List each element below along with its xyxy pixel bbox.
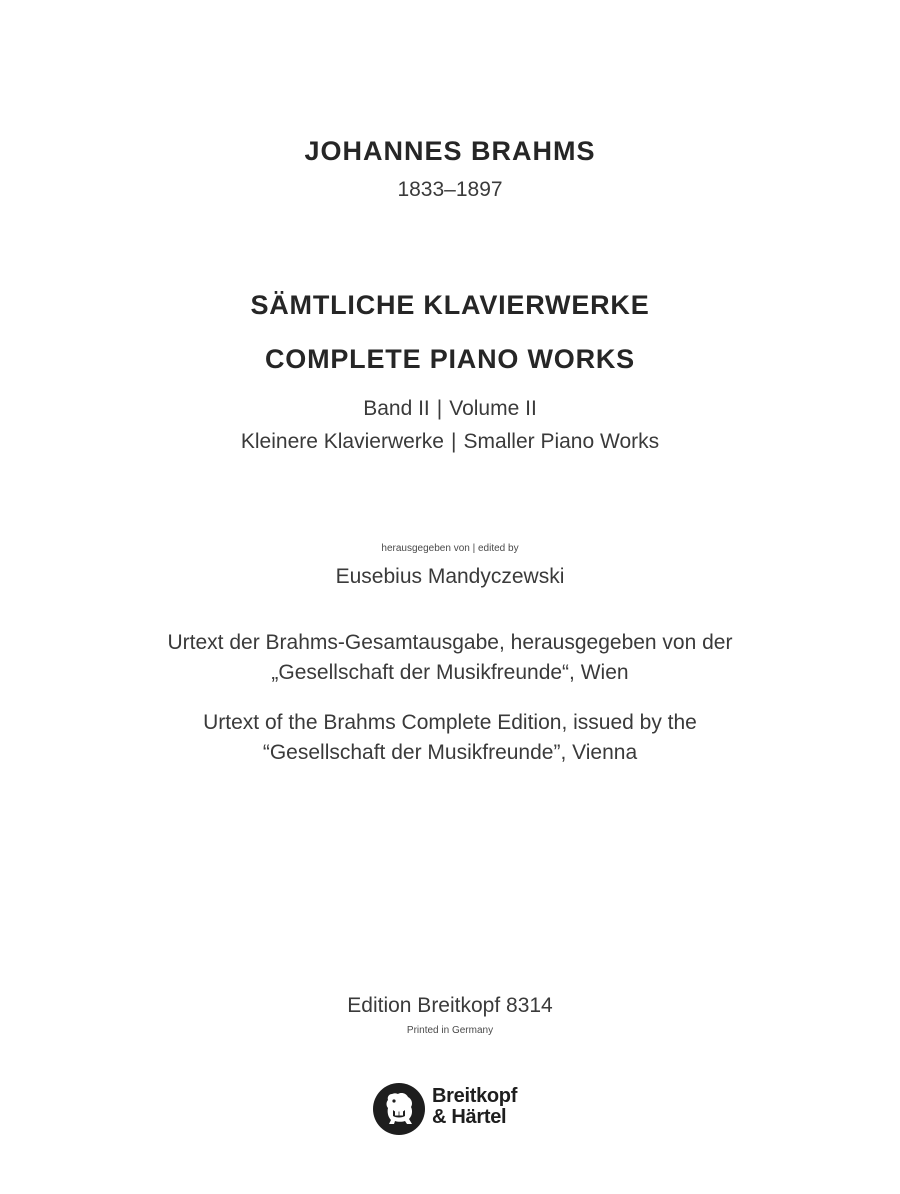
subtitle-german: Kleinere Klavierwerke	[240, 430, 444, 453]
breitkopf-bear-logo-icon	[372, 1082, 426, 1136]
composer-name: JOHANNES BRAHMS	[304, 136, 596, 166]
title-english: COMPLETE PIANO WORKS	[264, 344, 635, 374]
publisher-logo	[372, 1082, 542, 1138]
volume-line	[0, 397, 900, 421]
urtext-german-line2: „Gesellschaft der Musikfreunde“, Wien	[271, 661, 629, 684]
volume-english: Volume II	[449, 397, 537, 420]
publisher-line1: Breitkopf	[432, 1085, 518, 1107]
subtitle-separator: |	[450, 430, 457, 453]
edition-number: Edition Breitkopf 8314	[347, 994, 553, 1017]
composer-dates: 1833–1897	[397, 178, 503, 201]
urtext-german-line1: Urtext der Brahms-Gesamtausgabe, herausgegeben von der	[167, 631, 733, 654]
printed-in: Printed in Germany	[406, 1025, 494, 1036]
editor-name: Eusebius Mandyczewski	[335, 565, 565, 588]
urtext-english-line2: “Gesellschaft der Musikfreunde”, Vienna	[262, 741, 638, 764]
urtext-english-line1: Urtext of the Brahms Complete Edition, issued by the	[203, 711, 697, 734]
volume-german: Band II	[363, 397, 430, 420]
subtitle-english: Smaller Piano Works	[463, 430, 660, 453]
title-german: SÄMTLICHE KLAVIERWERKE	[250, 290, 650, 320]
publisher-line2: & Härtel	[432, 1106, 507, 1128]
volume-separator: |	[436, 397, 443, 420]
publisher-name	[432, 1086, 517, 1128]
subtitle-line	[0, 430, 900, 454]
edited-by-label: herausgegeben von | edited by	[381, 543, 519, 554]
